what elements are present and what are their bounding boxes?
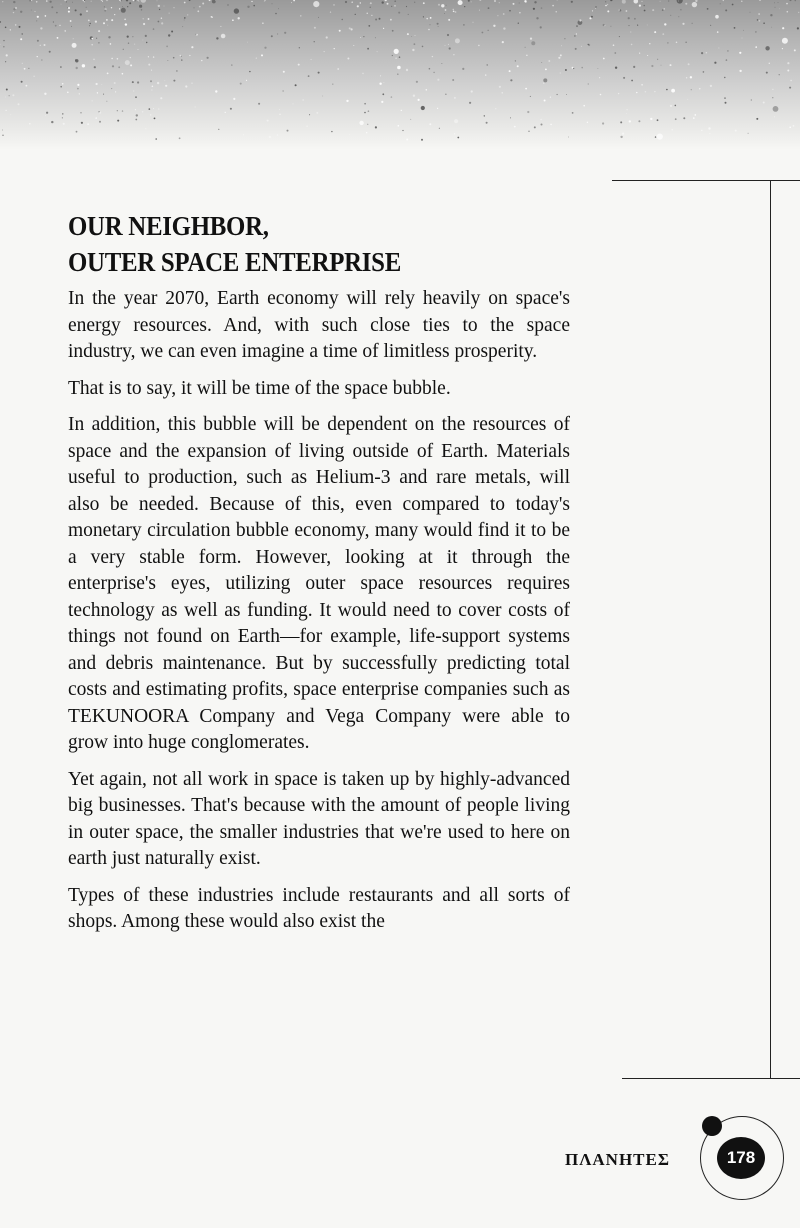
book-title: ΠΛΑΝΗΤΕΣ bbox=[565, 1150, 670, 1169]
paragraph: Yet again, not all work in space is taken up by highly-advanced big businesses. That's because with the amount of people living in outer space, the smaller industries that we're used to here on earth just naturally exist. bbox=[68, 768, 570, 869]
starfield-illustration bbox=[0, 0, 800, 150]
article-heading bbox=[68, 208, 530, 280]
page-number: 178 bbox=[717, 1137, 765, 1179]
frame-line-bottom bbox=[622, 1078, 800, 1079]
heading-line-1: OUR NEIGHBOR, bbox=[68, 211, 269, 241]
paragraph: That is to say, it will be time of the space bubble. bbox=[68, 377, 451, 399]
paragraph: In addition, this bubble will be dependent on the resources of space and the expansion of living outside of Earth. Materials useful to production, such as Helium-3 and rare metals, will also be needed. Because of this, even compared to today's monetary circulation bubble economy, many would find it to be a very stable form. However, looking at it through the enterprise's eyes, utilizing outer space resources requires technology as well as funding. It would need to cover costs of things not found on Earth—for example, life-support systems and debris maintenance. But by successfully predicting total costs and estimating profits, space enterprise companies such as TEKUNOORA Company and Vega Company were able to grow into huge conglomerates. bbox=[68, 414, 570, 753]
paragraph: In the year 2070, Earth economy will rely heavily on space's energy resources. And, with such close ties to the space industry, we can even imagine a time of limitless prosperity. bbox=[68, 288, 570, 362]
paragraph: Types of these industries include restaurants and all sorts of shops. Among these would also exist the bbox=[68, 884, 570, 932]
page-ring-dot bbox=[702, 1116, 722, 1136]
frame-line-vertical bbox=[770, 180, 771, 1078]
starfield-banner bbox=[0, 0, 800, 150]
heading-line-2: OUTER SPACE ENTERPRISE bbox=[68, 247, 402, 277]
frame-line-top bbox=[612, 180, 800, 181]
article bbox=[68, 208, 570, 946]
